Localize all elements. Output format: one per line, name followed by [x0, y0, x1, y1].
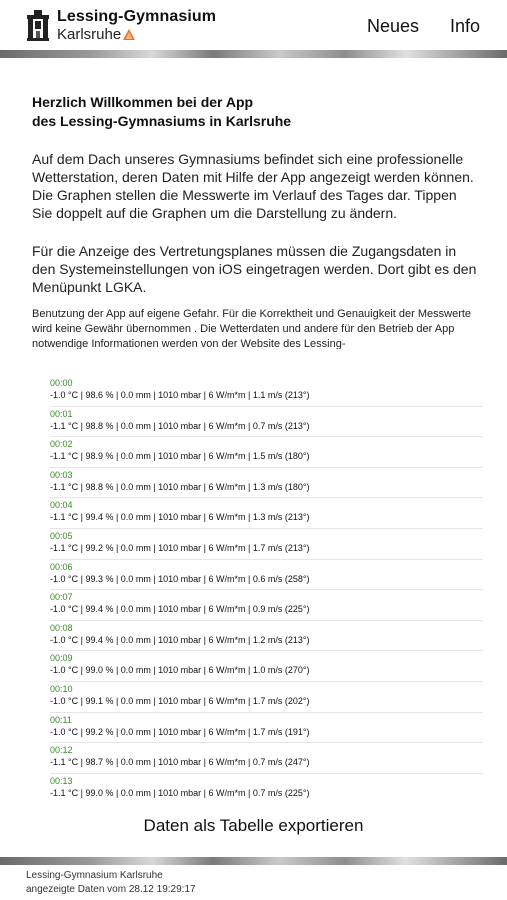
disclaimer-text: Benutzung der App auf eigene Gefahr. Für die Korrektheit und Genauigkeit der Messwerte wird keine Gewähr übernommen . Die Wetterdaten und andere für den Betrieb der App notwendige Informationen werden von der Website des Lessing-: [32, 308, 472, 349]
reading-time: 00:02: [50, 439, 73, 450]
reading-time: 00:10: [50, 683, 73, 694]
nav-info[interactable]: Info: [450, 16, 481, 36]
intro-paragraph-schedule: Für die Anzeige des Vertretungsplanes müssen die Zugangsdaten in den Systemeinstellungen von iOS eingetragen werden. Dort gibt es den Menüpunkt LGKA.: [32, 243, 477, 295]
reading-time: 00:09: [50, 653, 73, 664]
nav-neues[interactable]: Neues: [367, 16, 420, 36]
reading-row: [50, 713, 483, 744]
intro-title-line2: des Lessing-Gymnasiums in Karlsruhe: [32, 113, 292, 129]
reading-row: [50, 376, 483, 407]
readings-list[interactable]: [50, 376, 483, 804]
reading-values: -1.0 °C | 99.2 % | 0.0 mm | 1010 mbar | 6 W/m*m | 1.7 m/s (191°): [50, 726, 310, 737]
reading-time: 00:07: [50, 592, 73, 603]
reading-values: -1.1 °C | 99.4 % | 0.0 mm | 1010 mbar | 6 W/m*m | 1.3 m/s (213°): [50, 512, 310, 523]
warning-triangle-icon: [123, 29, 135, 40]
reading-row: [50, 437, 483, 468]
brand-subtitle-text: Karlsruhe: [57, 26, 122, 43]
reading-time: 00:05: [50, 530, 73, 541]
reading-values: -1.0 °C | 99.1 % | 0.0 mm | 1010 mbar | 6 W/m*m | 1.7 m/s (202°): [50, 695, 310, 706]
reading-time: 00:01: [50, 408, 73, 419]
reading-row: [50, 651, 483, 682]
brand-title: Lessing-Gymnasium: [57, 8, 217, 25]
export-table-button[interactable]: Daten als Tabelle exportieren: [143, 816, 364, 835]
reading-values: -1.1 °C | 98.7 % | 0.0 mm | 1010 mbar | 6 W/m*m | 0.7 m/s (247°): [50, 757, 310, 768]
school-building-icon: [26, 9, 50, 41]
footer-school-name: Lessing-Gymnasium Karlsruhe: [26, 870, 163, 881]
app-header: [0, 0, 507, 50]
reading-row: [50, 590, 483, 621]
reading-row: [50, 498, 483, 529]
reading-row: [50, 621, 483, 652]
reading-values: -1.1 °C | 98.9 % | 0.0 mm | 1010 mbar | 6 W/m*m | 1.5 m/s (180°): [50, 451, 310, 462]
reading-time: 00:00: [50, 378, 73, 388]
intro-section: [32, 93, 477, 296]
reading-values: -1.1 °C | 98.8 % | 0.0 mm | 1010 mbar | 6 W/m*m | 0.7 m/s (213°): [50, 420, 310, 431]
brand-subtitle: [57, 26, 135, 43]
reading-row: [50, 682, 483, 713]
disclaimer-scroll[interactable]: [32, 307, 477, 349]
reading-row: [50, 560, 483, 591]
reading-row: [50, 743, 483, 774]
reading-time: 00:03: [50, 469, 73, 480]
header-banner-strip: [0, 50, 507, 58]
reading-time: 00:13: [50, 775, 73, 786]
reading-values: -1.0 °C | 99.4 % | 0.0 mm | 1010 mbar | 6 W/m*m | 0.9 m/s (225°): [50, 604, 310, 615]
footer-data-timestamp: angezeigte Daten vom 28.12 19:29:17: [26, 884, 196, 895]
reading-values: -1.1 °C | 98.8 % | 0.0 mm | 1010 mbar | 6 W/m*m | 1.3 m/s (180°): [50, 481, 310, 492]
reading-time: 00:12: [50, 745, 73, 756]
reading-time: 00:11: [50, 714, 72, 725]
reading-row: [50, 407, 483, 438]
reading-time: 00:06: [50, 561, 73, 572]
reading-row: [50, 774, 483, 805]
footer-banner-strip: [0, 857, 507, 865]
reading-row: [50, 529, 483, 560]
reading-values: -1.0 °C | 98.6 % | 0.0 mm | 1010 mbar | 6 W/m*m | 1.1 m/s (213°): [50, 390, 310, 400]
reading-values: -1.1 °C | 99.2 % | 0.0 mm | 1010 mbar | 6 W/m*m | 1.7 m/s (213°): [50, 542, 310, 553]
reading-row: [50, 468, 483, 499]
app-footer: [0, 865, 507, 900]
intro-title-line1: Herzlich Willkommen bei der App: [32, 94, 254, 110]
reading-time: 00:04: [50, 500, 73, 511]
reading-time: 00:08: [50, 622, 73, 633]
intro-paragraph-weather: Auf dem Dach unseres Gymnasiums befindet sich eine professionelle Wetterstation, deren Daten mit Hilfe der App angezeigt werden können. Die Graphen stellen die Messwerte im Verlauf des Tages dar. Tippen Sie doppelt auf die Graphen um die Darstellung zu ändern.: [32, 151, 474, 221]
reading-values: -1.1 °C | 99.0 % | 0.0 mm | 1010 mbar | 6 W/m*m | 0.7 m/s (225°): [50, 787, 310, 798]
reading-values: -1.0 °C | 99.4 % | 0.0 mm | 1010 mbar | 6 W/m*m | 1.2 m/s (213°): [50, 634, 310, 645]
reading-values: -1.0 °C | 99.0 % | 0.0 mm | 1010 mbar | 6 W/m*m | 1.0 m/s (270°): [50, 665, 310, 676]
reading-values: -1.0 °C | 99.3 % | 0.0 mm | 1010 mbar | 6 W/m*m | 0.6 m/s (258°): [50, 573, 310, 584]
